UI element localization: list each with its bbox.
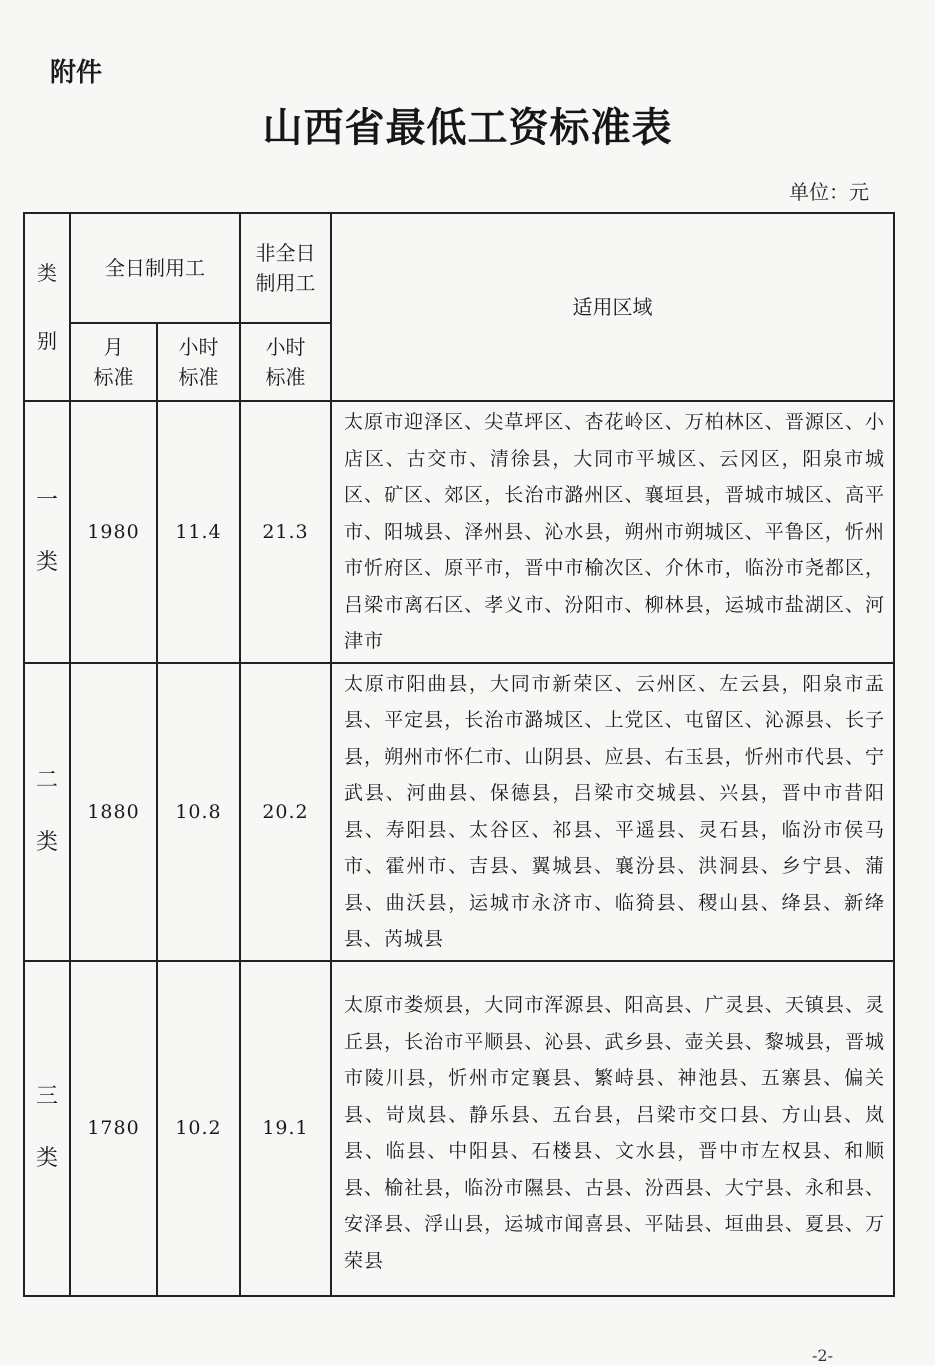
part-hourly-cell: 20.2 [240, 663, 331, 961]
hourly-cell: 10.8 [157, 663, 240, 961]
table-row [24, 663, 894, 961]
part-hourly-cell: 21.3 [240, 401, 331, 663]
category-cell: 一 类 [24, 401, 70, 663]
part-hourly-cell: 19.1 [240, 961, 331, 1296]
monthly-cell: 1880 [70, 663, 157, 961]
attachment-label: 附件 [50, 58, 103, 88]
table-row [24, 401, 894, 663]
unit-label: 单位：元 [789, 180, 869, 204]
areas-cell: 太原市娄烦县，大同市浑源县、阳高县、广灵县、天镇县、灵丘县，长治市平顺县、沁县、武乡县、壶关县、黎城县，晋城市陵川县，忻州市定襄县、繁峙县、神池县、五寨县、偏关县、岢岚县、静乐县、五台县，吕梁市交口县、方山县、岚县、临县、中阳县、石楼县、文水县，晋中市左权县、和顺县、榆社县，临汾市隰县、古县、汾西县、大宁县、永和县、安泽县、浮山县，运城市闻喜县、平陆县、垣曲县、夏县、万荣县 [331, 961, 894, 1296]
header-full-time: 全日制用工 [70, 213, 240, 323]
header-category: 类 别 [24, 213, 70, 401]
header-region: 适用区域 [331, 213, 894, 401]
page-title: 山西省最低工资标准表 [262, 105, 673, 151]
header-part-time: 非全日 制用工 [240, 213, 331, 323]
wage-table [23, 212, 895, 1297]
category-cell: 三 类 [24, 961, 70, 1296]
areas-cell: 太原市阳曲县，大同市新荣区、云州区、左云县，阳泉市盂县、平定县，长治市潞城区、上党区、屯留区、沁源县、长子县，朔州市怀仁市、山阴县、应县、右玉县，忻州市代县、宁武县、河曲县、保德县，吕梁市交城县、兴县，晋中市昔阳县、寿阳县、太谷区、祁县、平遥县、灵石县，临汾市侯马市、霍州市、吉县、翼城县、襄汾县、洪洞县、乡宁县、蒲县、曲沃县，运城市永济市、临猗县、稷山县、绛县、新绛县、芮城县 [331, 663, 894, 961]
category-cell: 二 类 [24, 663, 70, 961]
hourly-cell: 10.2 [157, 961, 240, 1296]
monthly-cell: 1780 [70, 961, 157, 1296]
page-number: -2- [812, 1346, 833, 1365]
monthly-cell: 1980 [70, 401, 157, 663]
header-part-hourly: 小时 标准 [240, 323, 331, 401]
header-hourly: 小时 标准 [157, 323, 240, 401]
header-monthly: 月 标准 [70, 323, 157, 401]
areas-cell: 太原市迎泽区、尖草坪区、杏花岭区、万柏林区、晋源区、小店区、古交市、清徐县，大同市平城区、云冈区，阳泉市城区、矿区、郊区，长治市潞州区、襄垣县，晋城市城区、高平市、阳城县、泽州县、沁水县，朔州市朔城区、平鲁区，忻州市忻府区、原平市，晋中市榆次区、介休市，临汾市尧都区，吕梁市离石区、孝义市、汾阳市、柳林县，运城市盐湖区、河津市 [331, 401, 894, 663]
table-row [24, 961, 894, 1296]
hourly-cell: 11.4 [157, 401, 240, 663]
